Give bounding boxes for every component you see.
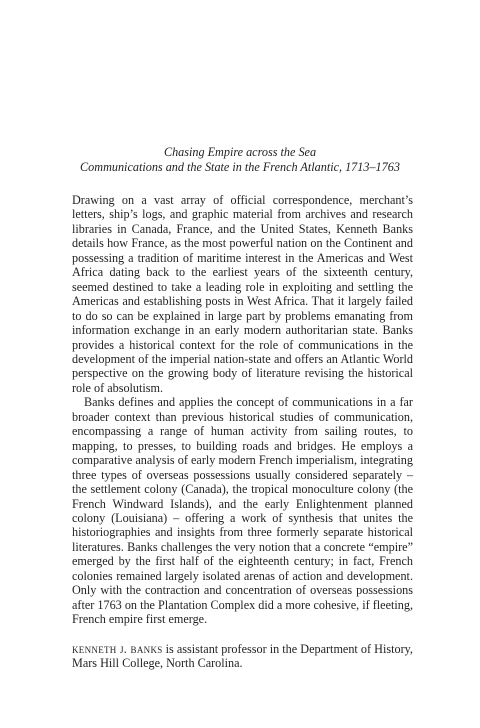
book-subtitle: Communications and the State in the French Atlantic, 1713–1763	[80, 160, 400, 174]
author-bio	[72, 642, 413, 671]
book-description	[72, 193, 413, 671]
book-title: Chasing Empire across the Sea	[163, 145, 317, 159]
description-paragraph-2: Banks defines and applies the concept of communications in a far broader context than previous historical studies of communication, encompassing a range of human activity from sailing routes, to mapping, to presses, to building roads and bridges. He employs a comparative analysis of early modern French imperialism, integrating three types of overseas possessions usually considered separately – the settlement colony (Canada), the tropical monoculture colony (the French Windward Islands), and the early Enlightenment planned colony (Louisiana) – offering a work of synthesis that unites the historiographies and insights from three formerly separate historical literatures. Banks challenges the very notion that a concrete “empire” emerged by the first half of the eighteenth century; in fact, French colonies remained largely isolated arenas of action and development. Only with the contraction and concentration of overseas possessions after 1763 on the Plantation Complex did a more cohesive, if fleeting, French empire first emerge.	[72, 395, 413, 627]
author-bio-text: is assistant professor in the Department of History, Mars Hill College, North Carolina.	[72, 641, 413, 671]
description-paragraph-1: Drawing on a vast array of official correspondence, merchant’s letters, ship’s logs, and graphic material from archives and research libraries in Canada, France, and the United States, Kenneth Banks details how France, as the most powerful nation on the Continent and possessing a tradition of maritime interest in the Americas and West Africa dating back to the earliest years of the sixteenth century, seemed destined to take a leading role in exploiting and settling the Americas and establishing posts in West Africa. That it largely failed to do so can be explained in large part by problems emanating from information exchange in an early modern authoritarian state. Banks provides a historical context for the role of communications in the development of the imperial nation-state and offers an Atlantic World perspective on the growing body of literature revising the historical role of absolutism.	[72, 193, 413, 395]
title-block	[40, 145, 440, 175]
author-name: kenneth j. banks	[72, 641, 163, 656]
